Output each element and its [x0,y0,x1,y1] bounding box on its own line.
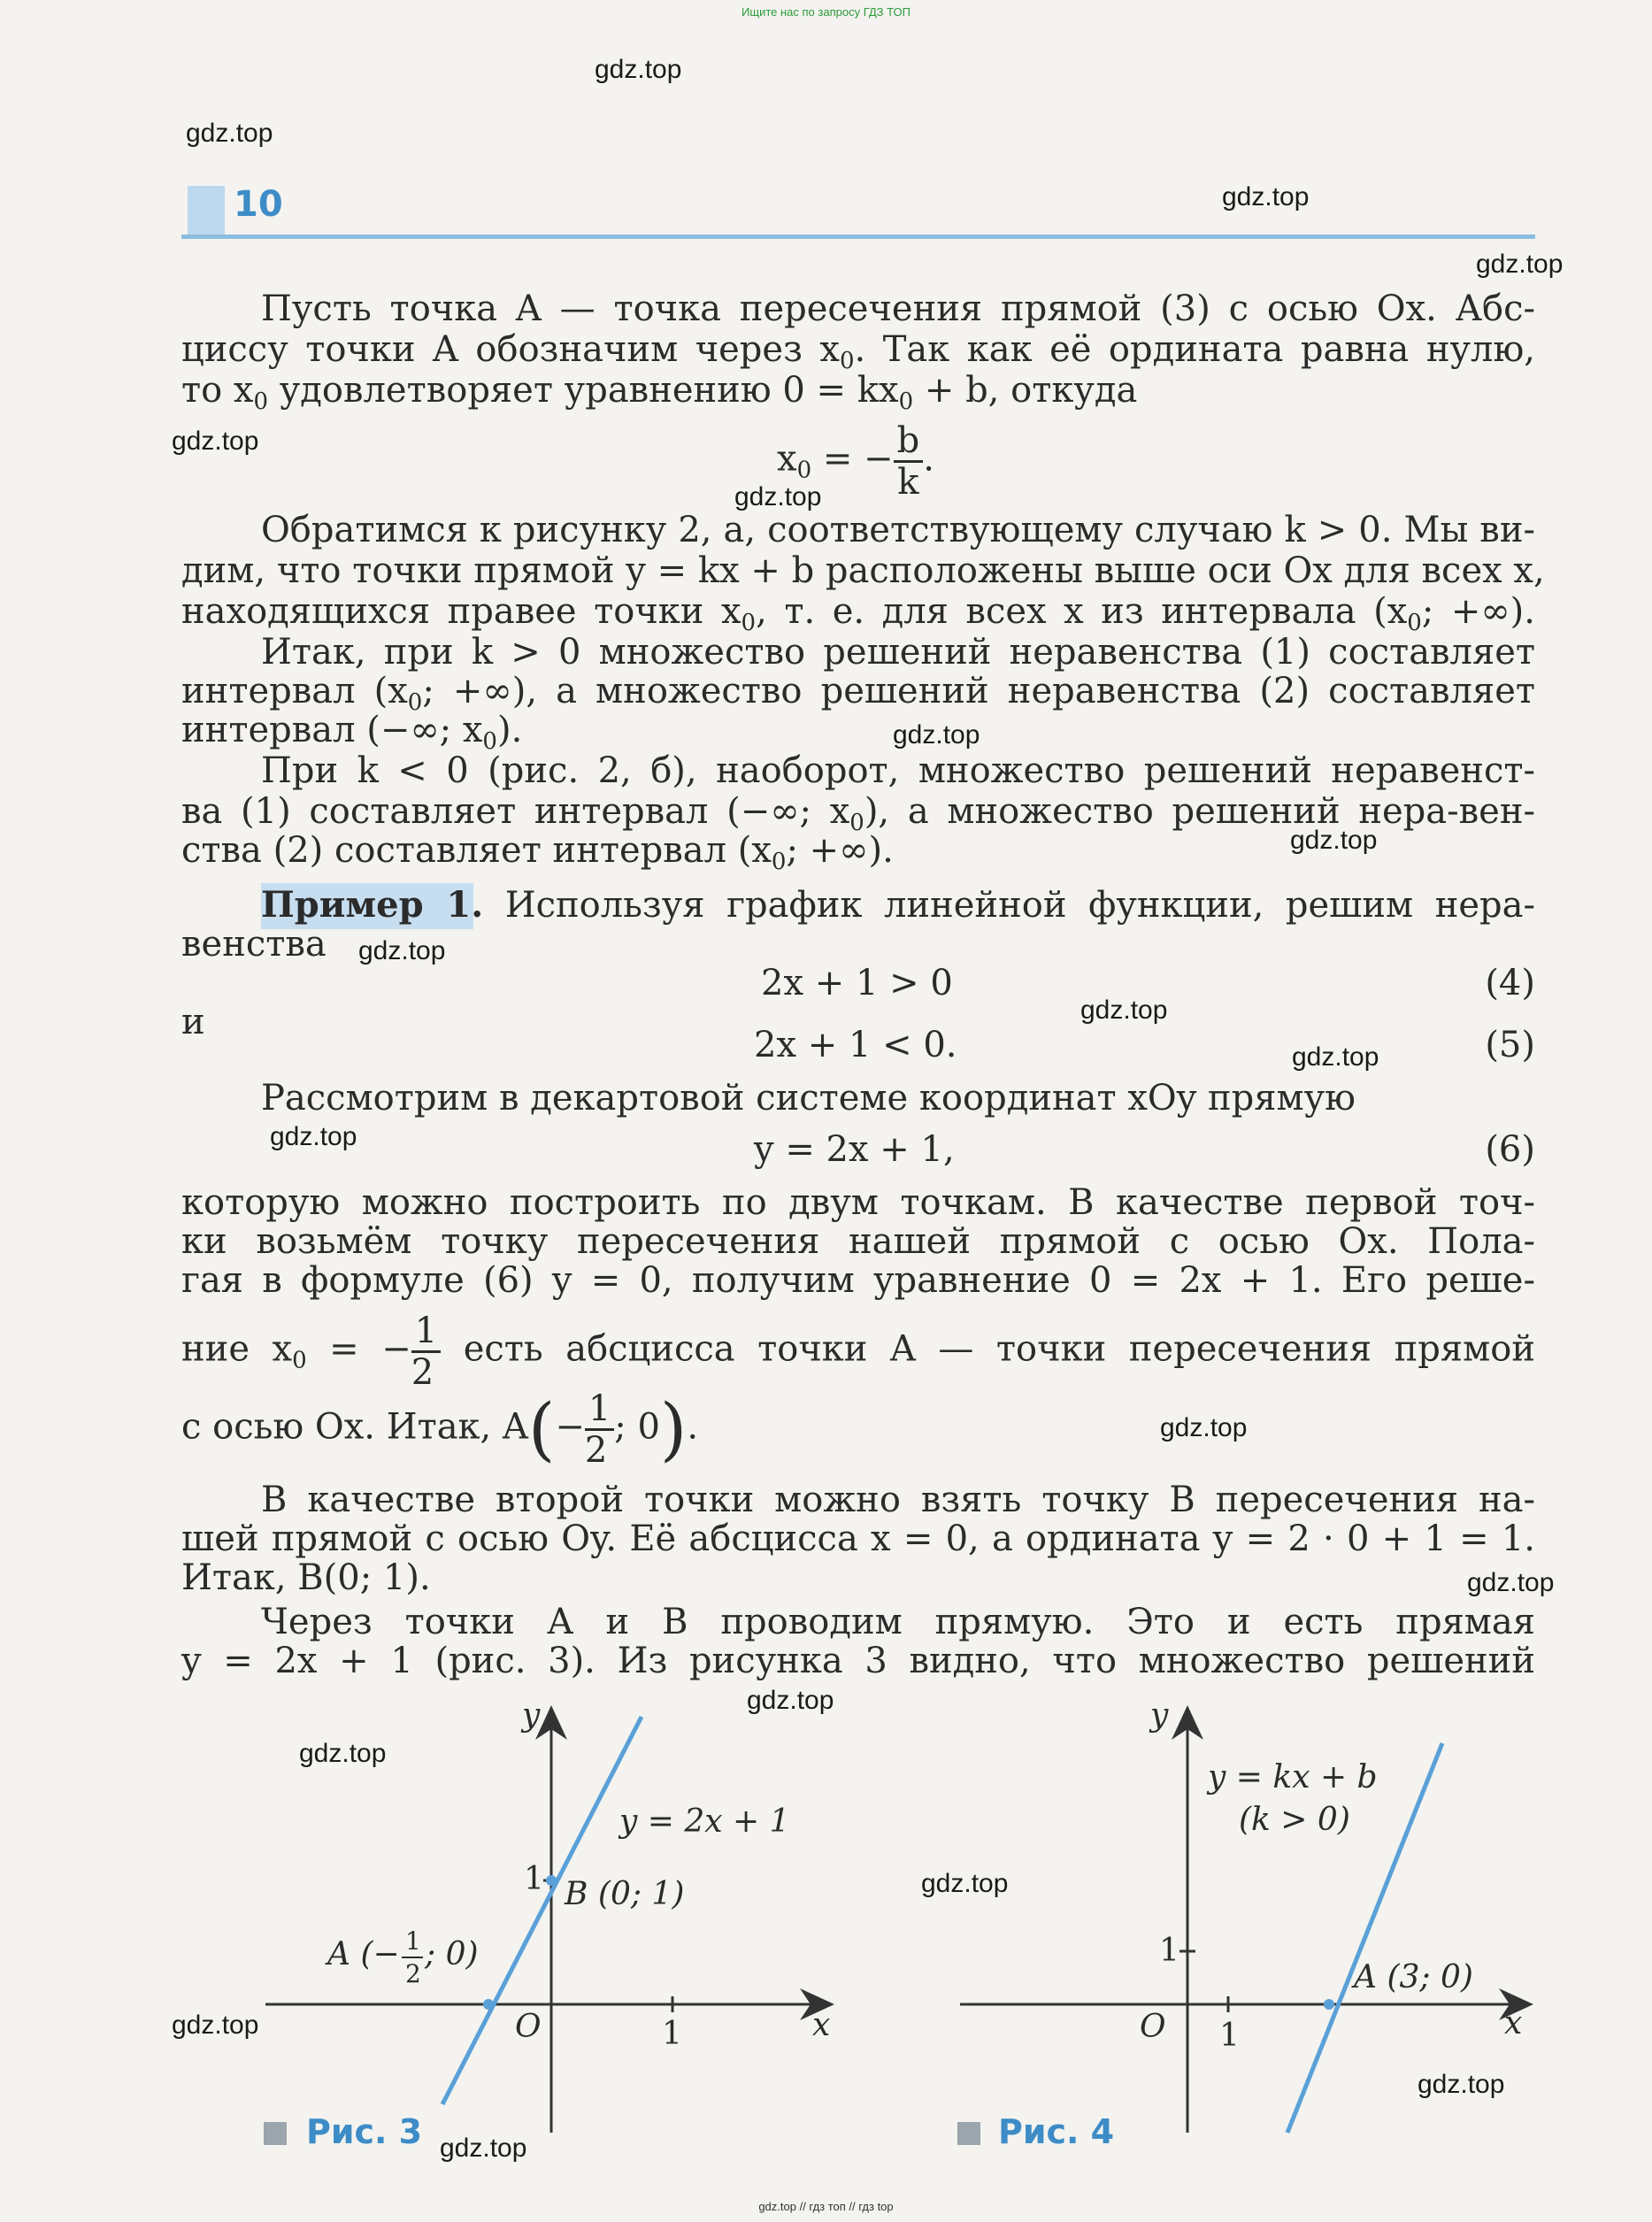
text-line: ки возьмём точку пересечения нашей прямой с осью Ox. Пола- [181,1221,1535,1262]
text-line: Рассмотрим в декартовой системе координат xOy прямую [261,1078,1356,1119]
text-line: Обратимся к рисунку 2, a, соответствующему случаю k > 0. Мы ви- [261,510,1535,550]
text-line: ства (2) составляет интервал ($x_0$; +∞). [181,830,894,875]
text-line: ние $x_0$ = − $\frac{1}{2}$ есть абсцисса точки A — точки пересечения прямой [181,1311,1536,1393]
equation-number: (4) [1485,963,1535,1003]
point-b-label: B (0; 1) [565,1876,685,1912]
x-tick-label: 1 [662,2016,682,2052]
watermark: gdz.top [299,1739,387,1768]
text-line: y = 2x + 1 (рис. 3). Из рисунка 3 видно, что множество решений [181,1641,1535,1681]
point-a [1324,1999,1334,2010]
point-a [483,1999,494,2010]
watermark: gdz.top [1290,826,1378,855]
text-line: находящихся правее точки $x_0$, т. е. для всех x из интервала ($x_0$; +∞). [181,591,1535,636]
text-line: Через точки A и B проводим прямую. Это и есть прямая [261,1602,1535,1642]
text-line: то $x_0$ удовлетворяет уравнению $0 = kx_0 + b$, откуда [181,370,1138,415]
watermark: gdz.top [1160,1413,1248,1442]
text-word: и [181,1002,205,1042]
axis-y-label: y [1150,1699,1169,1734]
header-rule [181,235,1535,239]
svg-text:A (−: A (− [327,1936,400,1972]
watermark: gdz.top [893,720,980,750]
watermark: gdz.top [1222,182,1310,211]
text-line: венства [181,924,327,965]
svg-text:; 0): ; 0) [425,1936,479,1972]
axis-y-label: y [522,1699,541,1734]
figure-4-graph [947,1699,1548,2141]
equation-number: (6) [1485,1129,1535,1170]
text-line: интервал (−∞; $x_0$). [181,710,523,755]
watermark: gdz.top [734,482,822,511]
figure-3-caption: Рис. 3 [306,2112,423,2151]
figure-3-graph [248,1699,849,2141]
page-number-marker [188,186,225,235]
page-number: 10 [234,184,283,225]
y-tick-label: 1 [1159,1933,1179,1969]
svg-text:2: 2 [405,1959,421,1988]
text-line: циссу точки A обозначим через $x_0$. Так как её ордината равна нулю, [181,329,1536,374]
text-line: шей прямой с осью Oy. Её абсцисса x = 0, а ордината y = 2 · 0 + 1 = 1. [181,1518,1535,1559]
watermark: gdz.top [1292,1042,1379,1072]
text-line: Итак, при k > 0 множество решений неравенства (1) составляет [261,632,1535,673]
text-line: интервал ($x_0$; +∞), а множество решений неравенства (2) составляет [181,671,1535,716]
text-line: которую можно построить по двум точкам. В качестве первой точ- [181,1182,1535,1223]
origin-label: O [1140,2009,1166,2045]
equation-5: 2x + 1 < 0. [754,1025,957,1065]
point-a-label [325,1926,479,1988]
watermark: gdz.top [921,1869,1009,1898]
watermark: gdz.top [172,427,259,456]
watermark: gdz.top [1418,2070,1505,2099]
text-line: Пусть точка A — точка пересечения прямой (3) с осью Ox. Абс- [261,288,1535,329]
text-line: Итак, B(0; 1). [181,1557,431,1598]
svg-text:1: 1 [405,1926,421,1956]
line-label: y = 2x + 1 [619,1803,790,1840]
watermark: gdz.top [270,1122,357,1151]
text-line: В качестве второй точки можно взять точку B пересечения на- [261,1480,1535,1520]
bottom-note: gdz.top // гдз топ // гдз top [758,2200,894,2213]
watermark: gdz.top [186,119,273,148]
axis-x-label: x [812,2007,831,2043]
point-a-label: A (3; 0) [1354,1959,1473,1995]
watermark: gdz.top [747,1686,834,1715]
equation-4: 2x + 1 > 0 [761,963,953,1003]
watermark: gdz.top [595,55,682,84]
x-tick-label: 1 [1219,2018,1240,2054]
equation-6: y = 2x + 1, [754,1129,955,1170]
equation-number: (5) [1485,1025,1535,1065]
text-line: гая в формуле (6) y = 0, получим уравнение 0 = 2x + 1. Его реше- [181,1260,1535,1301]
caption-marker [264,2122,287,2145]
top-note: Ищите нас по запросу ГДЗ ТОП [741,5,911,19]
figure-4-caption: Рис. 4 [998,2112,1115,2151]
y-tick-label: 1 [524,1861,544,1897]
watermark: gdz.top [1080,996,1168,1025]
line-label: y = kx + b [1208,1759,1378,1795]
example-heading: Пример 1. Используя график линейной функции, решим нера- [261,884,1536,926]
watermark: gdz.top [1467,1568,1555,1597]
axis-x-label: x [1504,2005,1523,2041]
origin-label: O [515,2009,542,2045]
formula-x0: $x_0$ = − $\frac{b}{k}$ . [777,420,934,503]
text-line: При k < 0 (рис. 2, б), наоборот, множество решений неравенст- [261,750,1535,791]
watermark: gdz.top [172,2011,259,2040]
text-line: дим, что точки прямой y = kx + b расположены выше оси Ox для всех x, [181,550,1545,591]
watermark: gdz.top [440,2134,527,2163]
point-b [546,1875,557,1886]
text-line: с осью Ox. Итак, A(− $\frac{1}{2}$ ; 0). [181,1388,699,1471]
line-condition: (k > 0) [1239,1802,1350,1838]
caption-marker [957,2122,980,2145]
watermark: gdz.top [358,936,446,965]
watermark: gdz.top [1476,250,1564,279]
text-line: ва (1) составляет интервал (−∞; $x_0$), а множество решений нера-вен- [181,791,1535,836]
